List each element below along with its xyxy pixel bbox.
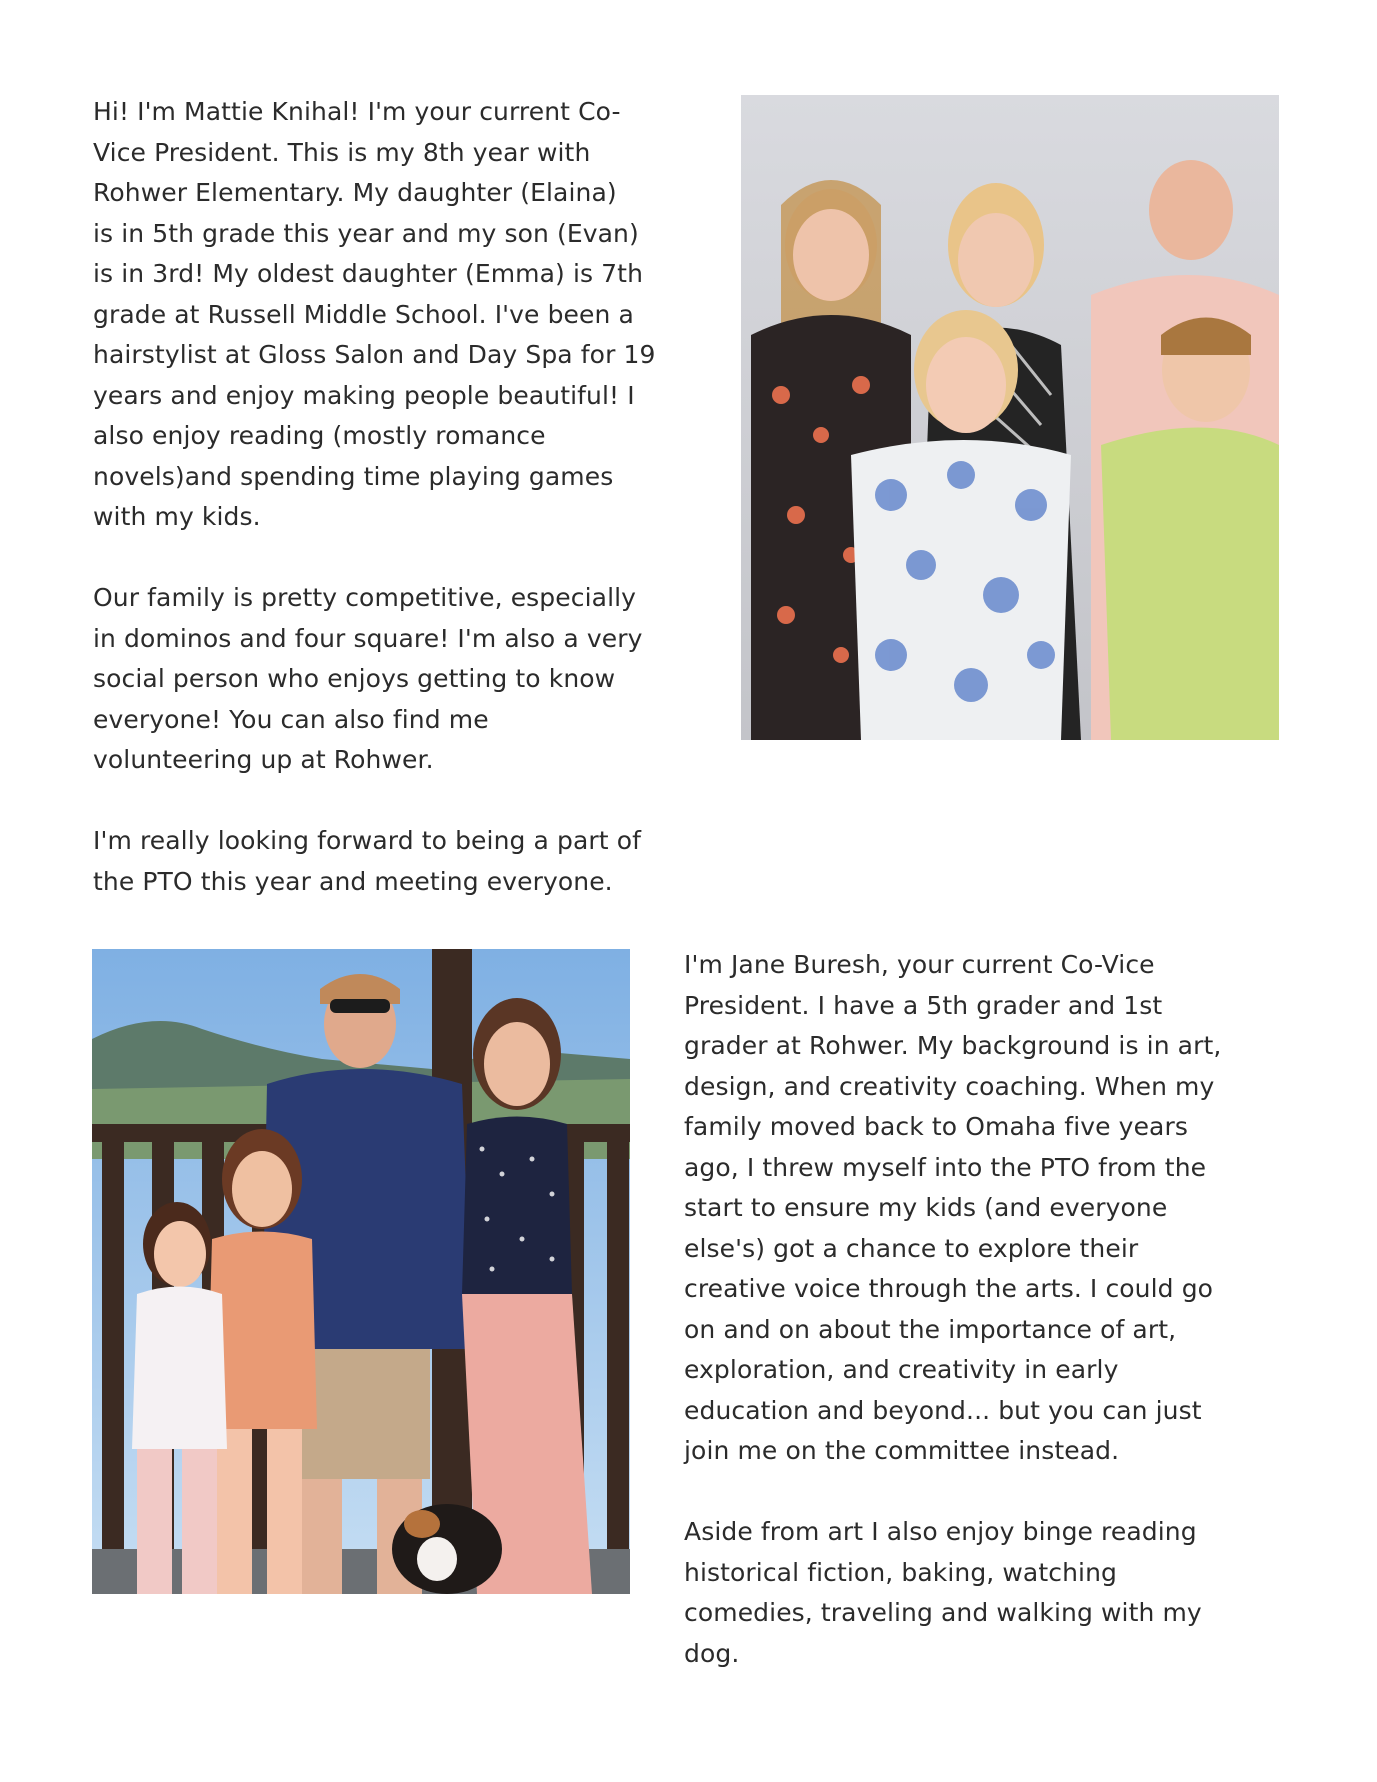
bio-jane-buresh — [684, 945, 1314, 1674]
buresh-family-photo — [92, 949, 630, 1594]
bio-paragraph: Aside from art I also enjoy binge reading historical fiction, baking, watching comedies, traveling and walking with my dog. — [684, 1517, 1202, 1668]
bio-mattie-knihal — [93, 92, 733, 902]
bio-paragraph: I'm really looking forward to being a part of the PTO this year and meeting everyone. — [93, 826, 642, 896]
bio-paragraph: Hi! I'm Mattie Knihal! I'm your current Co- Vice President. This is my 8th year with Rohwer Elementary. My daughter (Elaina) is in 5th grade this year and my son (Evan) is in 3rd! My oldest daughter (Emma) is 7th grade at Russell Middle School. I've been a hairstylist at Gloss Salon and Day Spa for 19 years and enjoy making people beautiful! I also enjoy reading (mostly romance novels)and spending time playing games with my kids. — [93, 97, 656, 531]
bio-paragraph: Our family is pretty competitive, especially in dominos and four square! I'm also a very social person who enjoys getting to know everyone! You can also find me volunteering up at Rohwer. — [93, 583, 643, 774]
bio-paragraph: I'm Jane Buresh, your current Co-Vice President. I have a 5th grader and 1st grader at Rohwer. My background is in art, design, and creativity coaching. When my family moved back to Omaha five years ago, I threw myself into the PTO from the start to ensure my kids (and everyone else's) got a chance to explore their creative voice through the arts. I could go on and on about the importance of art, exploration, and creativity in early education and beyond... but you can just join me on the committee instead. — [684, 950, 1222, 1465]
knihal-family-photo — [741, 95, 1279, 740]
